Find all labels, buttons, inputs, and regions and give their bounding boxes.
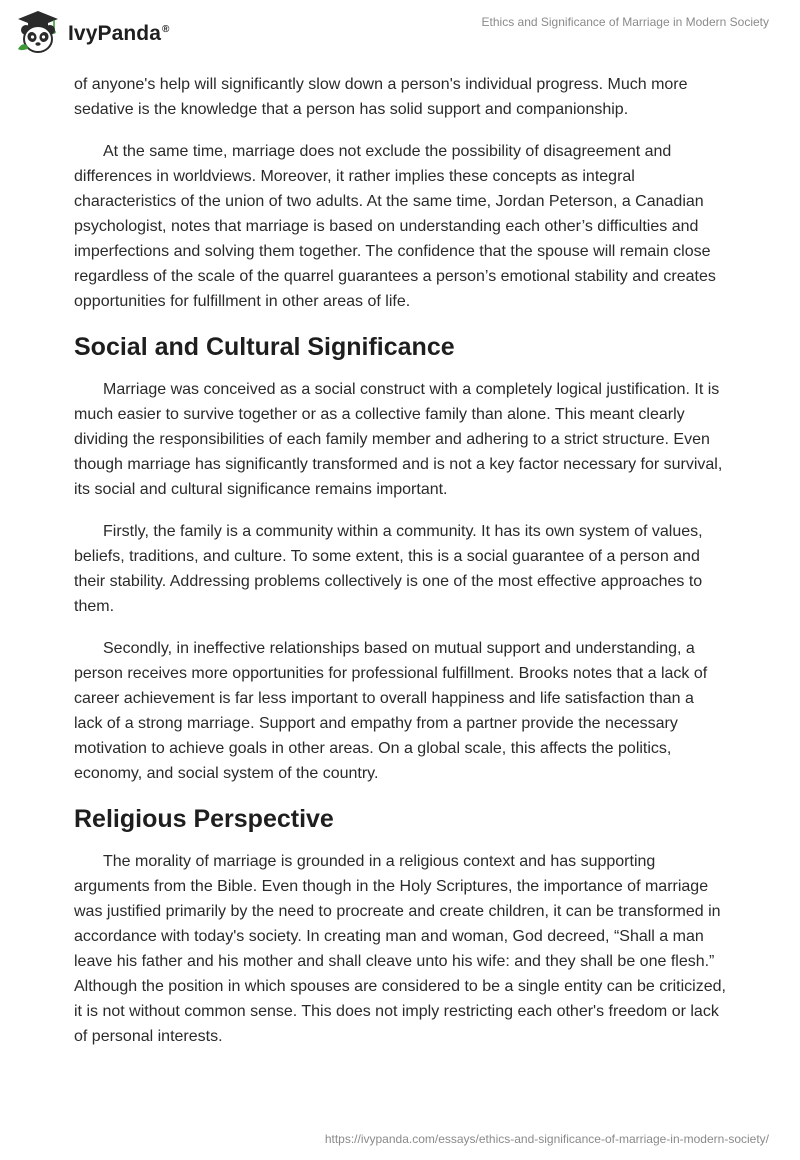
registered-mark: ®: [162, 24, 170, 35]
paragraph-professional-fulfillment: Secondly, in ineffective relationships based on mutual support and understanding, a person receives more opportunities for professional fulfillment. Brooks notes that a lack of career achievement is far less important to overall happiness and life satisfaction than a lack of a strong marriage. Support and empathy from a partner provide the necessary motivation to achieve goals in other areas. On a global scale, this affects the politics, economy, and social system of the country.: [74, 640, 708, 782]
paragraph-disagreement: At the same time, marriage does not exclude the possibility of disagreement and differences in worldviews. Moreover, it rather implies these concepts as integral characteristics of the union of two adults. At the same time, Jordan Peterson, a Canadian psychologist, notes that marriage is based on understanding each other’s difficulties and imperfections and solving them together. The confidence that the spouse will remain close regardless of the scale of the quarrel guarantees a person’s emotional stability and creates opportunities for fulfillment in other areas of life.: [74, 143, 716, 310]
page-header: [0, 0, 800, 60]
heading-social-cultural: Social and Cultural Significance: [74, 333, 455, 361]
paragraph-social-construct: Marriage was conceived as a social construct with a completely logical justification. It is much easier to survive together or as a collective family than alone. This meant clearly dividing the responsibilities of each family member and adhering to a strict structure. Even though marriage has significantly transformed and is not a key factor necessary for survival, its social and cultural significance remains important.: [74, 381, 723, 498]
paragraph-continued: of anyone's help will significantly slow down a person's individual progress. Much more sedative is the knowledge that a person has solid support and companionship.: [74, 76, 688, 118]
paragraph-community: Firstly, the family is a community within a community. It has its own system of values, beliefs, traditions, and culture. To some extent, this is a social guarantee of a person and their stability. Addressing problems collectively is one of the most effective approaches to them.: [74, 523, 703, 615]
ivypanda-logo[interactable]: [14, 8, 169, 58]
document-title: Ethics and Significance of Marriage in Modern Society: [481, 15, 769, 29]
logo-wordmark: IvyPanda: [68, 22, 162, 45]
heading-religious: Religious Perspective: [74, 805, 334, 833]
essay-content: [74, 72, 726, 1066]
logo-text: [68, 22, 169, 46]
source-url[interactable]: https://ivypanda.com/essays/ethics-and-significance-of-marriage-in-modern-society/: [324, 1132, 769, 1146]
panda-graduate-icon: [14, 9, 62, 57]
paragraph-religious-context: The morality of marriage is grounded in a religious context and has supporting arguments from the Bible. Even though in the Holy Scriptures, the importance of marriage was justified primarily by the need to procreate and create children, it can be transformed in accordance with today's society. In creating man and woman, God decreed, “Shall a man leave his father and his mother and shall cleave unto his wife: and they shall be one flesh.” Although the position in which spouses are considered to be a single entity can be criticized, it is not without common sense. This does not imply restricting each other's freedom or lack of personal interests.: [74, 853, 726, 1045]
